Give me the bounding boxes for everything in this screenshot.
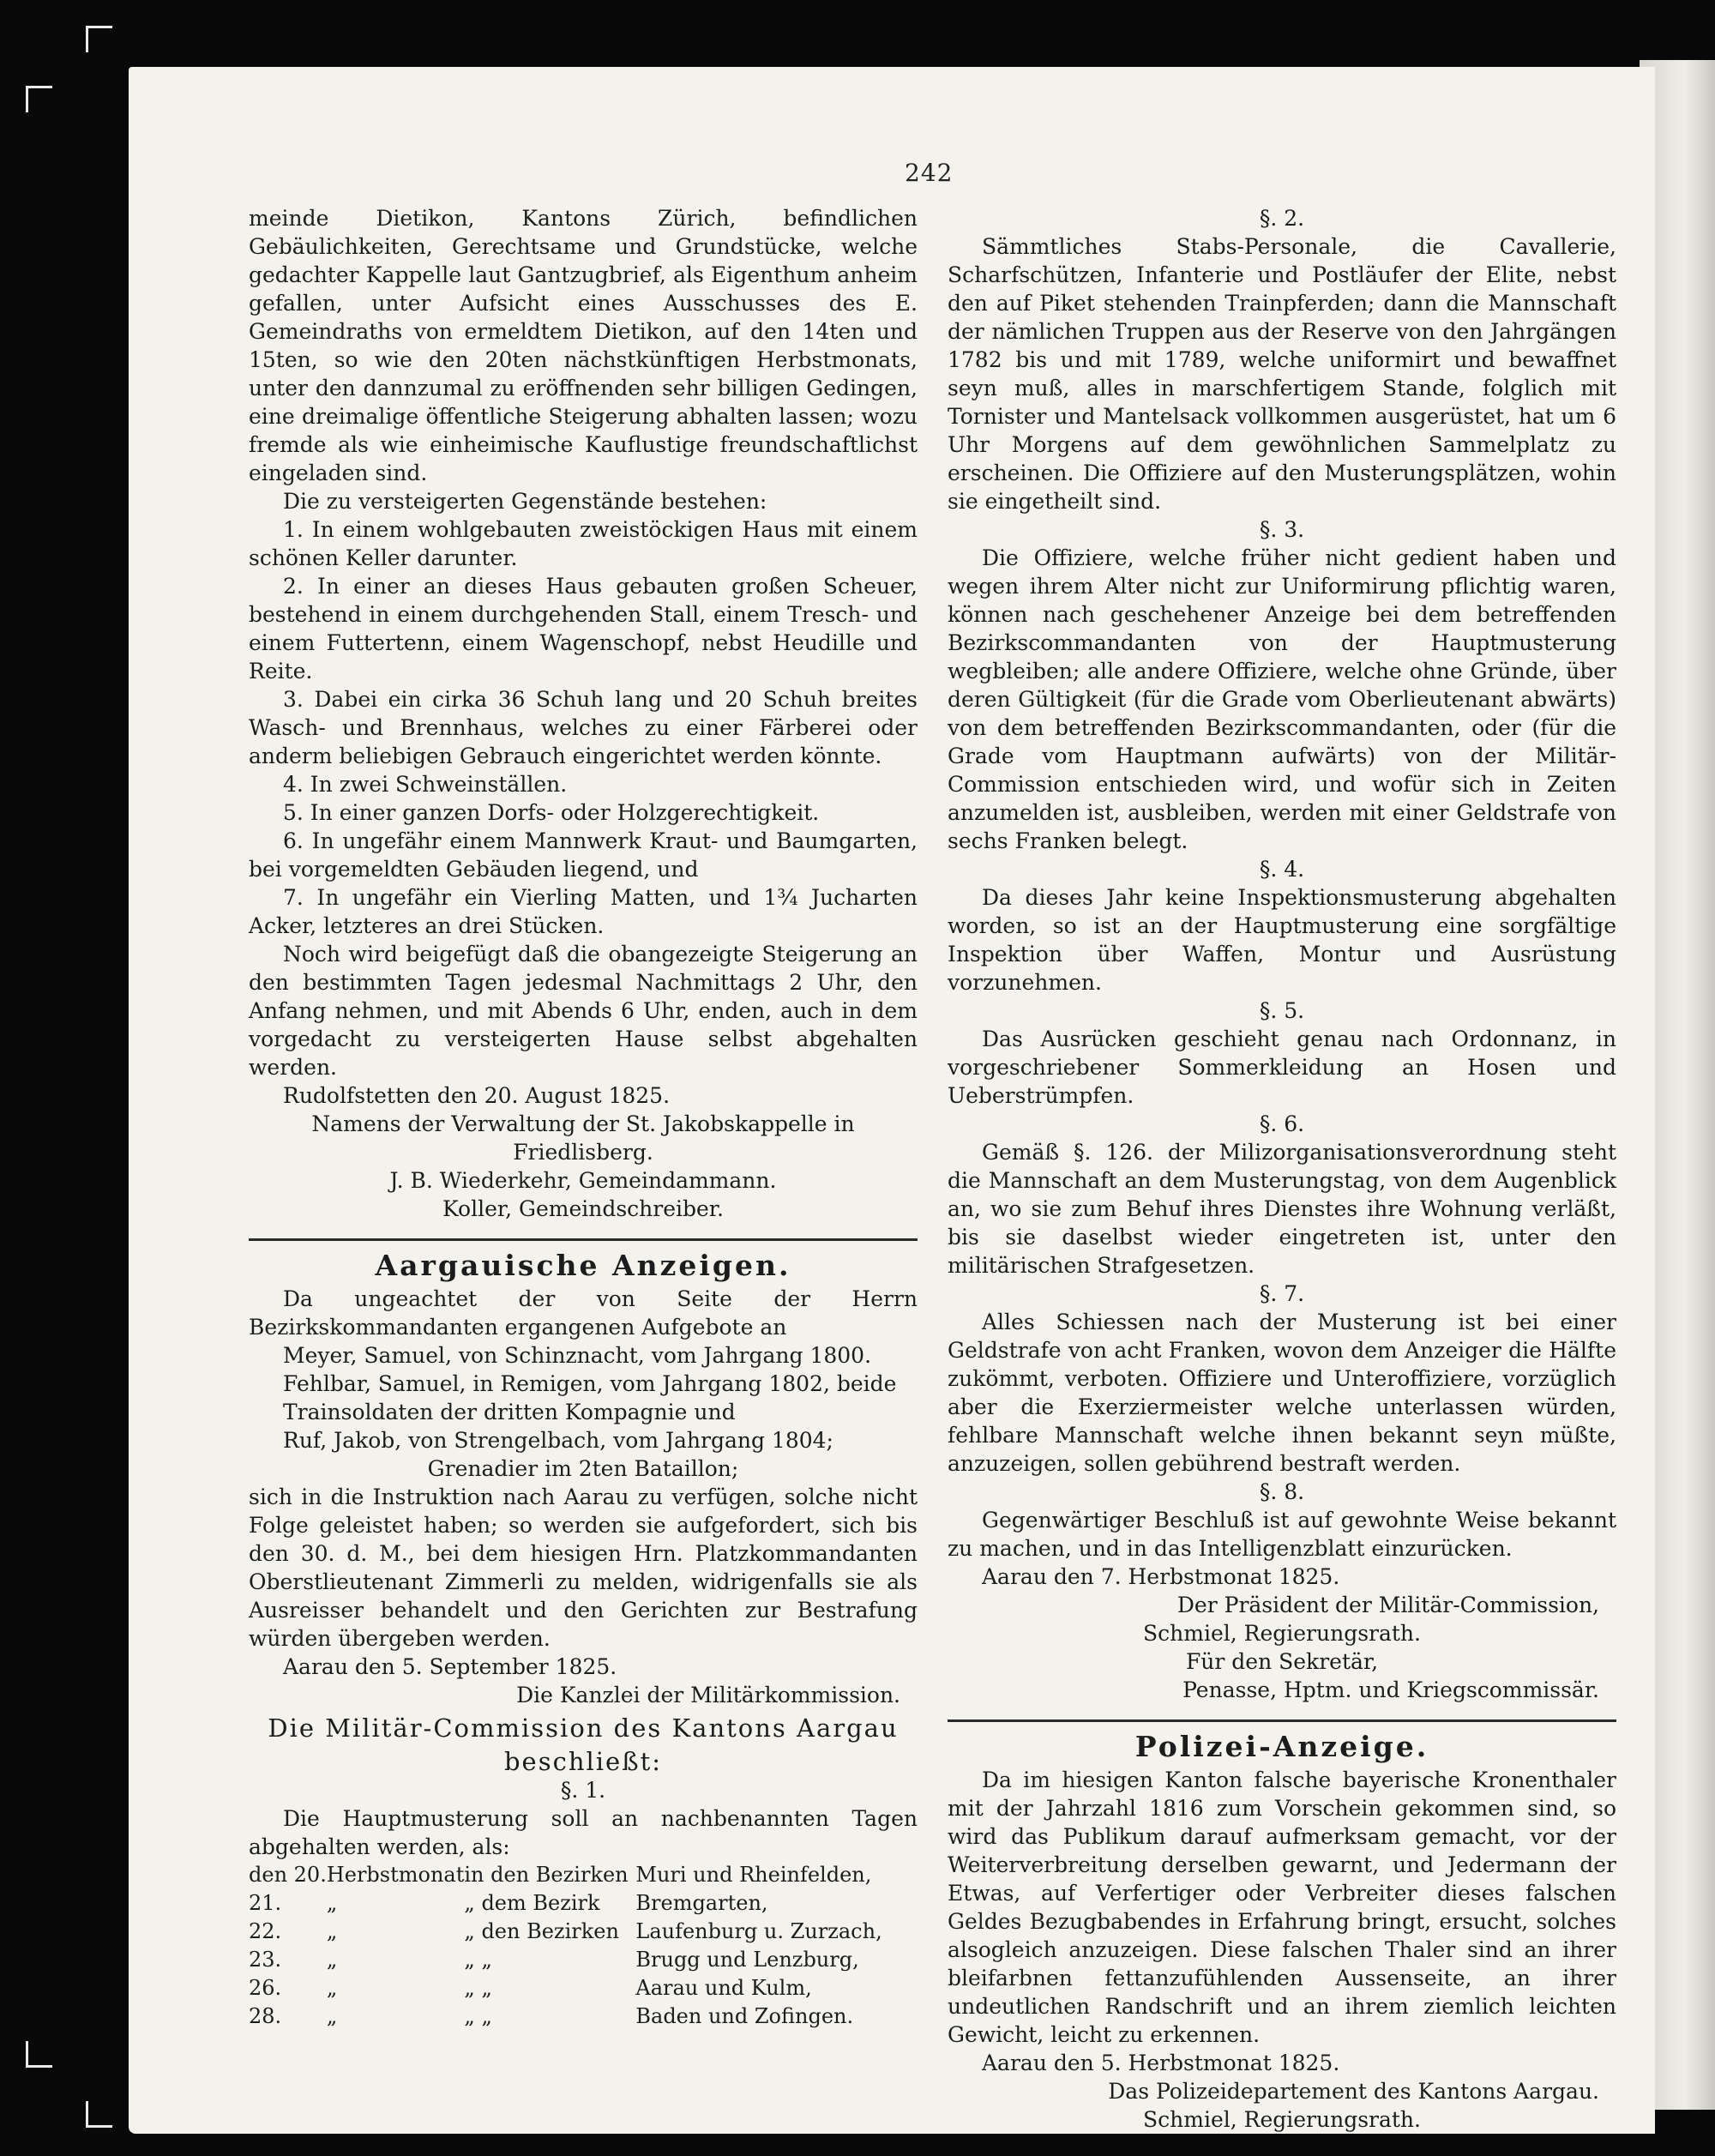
- schedule-month: „: [326, 2004, 338, 2028]
- schedule-place: Muri und Rheinfelden,: [635, 1863, 872, 1887]
- crop-mark: [86, 2101, 112, 2128]
- paragraph-number: §. 8.: [1259, 1479, 1305, 1504]
- military-signature: Für den Sekretär,: [1185, 1649, 1379, 1674]
- paragraph-number: §. 4.: [1259, 857, 1305, 882]
- crop-mark: [26, 86, 52, 112]
- aargau-name: Grenadier im 2ten Bataillon;: [427, 1456, 739, 1481]
- schedule-place: Brugg und Lenzburg,: [635, 1948, 859, 1972]
- auction-signature: Koller, Gemeindschreiber.: [442, 1196, 724, 1221]
- military-paragraph: Das Ausrücken geschieht genau nach Ordonnanz, in vorgeschriebener Sommerkleidung an Hosen und Ueberstrümpfen.: [948, 1027, 1616, 1108]
- schedule-district-label: „ den Bezirken: [464, 1919, 619, 1943]
- schedule-month: „: [326, 1891, 338, 1915]
- schedule-row: [249, 1889, 918, 1918]
- auction-signature: Namens der Verwaltung der St. Jakobskappelle in Friedlisberg.: [311, 1111, 855, 1165]
- section-divider: [249, 1238, 918, 1241]
- schedule-row: [249, 1918, 918, 1946]
- military-paragraph: Gemäß §. 126. der Milizorganisationsverordnung steht die Mannschaft an dem Musterungstag, von dem Augenblick an, wo sie zum Behuf ihres Dienstes ihre Wohnung verläßt, bis sie daselbst wieder eingetreten ist, unter den militärischen Strafgesetzen.: [948, 1140, 1616, 1278]
- aargau-name: Trainsoldaten der dritten Kompagnie und: [283, 1400, 736, 1424]
- crop-mark: [26, 2041, 52, 2068]
- aargau-name: Ruf, Jakob, von Strengelbach, vom Jahrgang 1804;: [283, 1428, 833, 1453]
- section-divider: [948, 1719, 1616, 1722]
- paragraph-number: §. 2.: [1259, 206, 1305, 231]
- aargau-name: Fehlbar, Samuel, in Remigen, vom Jahrgang 1802, beide: [283, 1371, 897, 1396]
- auction-note: Noch wird beigefügt daß die obangezeigte Steigerung an den bestimmten Tagen jedesmal Nachmittags 2 Uhr, den Anfang nehmen, und mit Abends 6 Uhr, enden, auch in dem vorgedacht zu versteigerten Hause selbst abgehalten werden.: [249, 942, 918, 1080]
- military-paragraph: Die Offiziere, welche früher nicht gedient haben und wegen ihrem Alter nicht zur Uniformirung pflichtig waren, können nach geschehener Anzeige bei dem betreffenden Bezirkscommandanten von der Hauptmusterung wegbleiben; alle andere Offiziere, welche ohne Gründe, über deren Gültigkeit (für die Grade vom Oberlieutenant abwärts) von dem betreffenden Bezirkscommandanten, oder (für die Grade vom Hauptmann aufwärts) von der Militär-Commission entschieden wird, und wofür sich in Zeiten anzumelden ist, ausbleiben, werden mit einer Geldstrafe von sechs Franken belegt.: [948, 545, 1616, 853]
- schedule-district-label: „ „: [464, 1948, 492, 1972]
- police-paragraph: Da im hiesigen Kanton falsche bayerische Kronenthaler mit der Jahrzahl 1816 zum Vorschein gekommen sind, so wird das Publikum darauf aufmerksam gemacht, vor der Weiterverbreitung derselben gewarnt, und Jedermann der Etwas, auf Verfertiger oder Verbreiter dieses falschen Geldes Bezugbabendes in Erfahrung bringt, ersucht, solches alsogleich anzuzeigen. Diese falschen Thaler sind an ihrer bleifarbnen fettanzufühlenden Aussenseite, an ihrer undeutlichen Randschrift und an ihrem ziemlich leichten Gewicht, leicht zu erkennen.: [948, 1768, 1616, 2047]
- schedule-row: [249, 1974, 918, 2002]
- object-item: 1. In einem wohlgebauten zweistöckigen Haus mit einem schönen Keller darunter.: [249, 517, 918, 570]
- schedule-district-label: „ dem Bezirk: [464, 1891, 600, 1915]
- aargau-paragraph: sich in die Instruktion nach Aarau zu verfügen, solche nicht Folge geleistet haben; so werden sie aufgefordert, sich bis den 30. d. M., bei dem hiesigen Hrn. Platzkommandanten Oberstlieutenant Zimmerli zu melden, widrigenfalls sie als Ausreisser behandelt und den Gerichten zur Bestrafung würden übergeben werden.: [249, 1485, 918, 1651]
- section-heading-police: Polizei-Anzeige.: [1134, 1730, 1429, 1763]
- schedule-day: 26.: [249, 1976, 282, 2000]
- auction-signature: J. B. Wiederkehr, Gemeindammann.: [389, 1168, 777, 1193]
- object-item: 6. In ungefähr einem Mannwerk Kraut- und Baumgarten, bei vorgemeldten Gebäuden liegend, und: [249, 828, 918, 882]
- aargau-date: Aarau den 5. September 1825.: [283, 1654, 617, 1679]
- military-heading: Die Militär-Commission des Kantons Aargau: [268, 1713, 899, 1743]
- military-paragraph: Sämmtliches Stabs-Personale, die Cavallerie, Scharfschützen, Infanterie und Postläufer der Elite, nebst den auf Piket stehenden Trainpferden; dann die Mannschaft der nämlichen Truppen aus der Reserve von den Jahrgängen 1782 bis und mit 1789, welche uniformirt und bewaffnet seyn muß, alles in marschfertigem Stande, folglich mit Tornister und Mantelsack vollkommen ausgerüstet, hat um 6 Uhr Morgens auf dem gewöhnlichen Sammelplatz zu erscheinen. Die Offiziere auf den Musterungsplätzen, wohin sie eingetheilt sind.: [948, 234, 1616, 514]
- schedule-day: 22.: [249, 1919, 282, 1943]
- aargau-paragraph: Da ungeachtet der von Seite der Herrn Bezirkskommandanten ergangenen Aufgebote an: [249, 1286, 918, 1340]
- section-heading-aargau: Aargauische Anzeigen.: [375, 1249, 791, 1282]
- schedule-day: 23.: [249, 1948, 282, 1972]
- schedule-place: Aarau und Kulm,: [635, 1976, 812, 2000]
- military-date: Aarau den 7. Herbstmonat 1825.: [982, 1564, 1340, 1589]
- object-item: 3. Dabei ein cirka 36 Schuh lang und 20 Schuh breites Wasch- und Brennhaus, welches zu einer Färberei oder anderm beliebigen Gebrauch eingerichtet werden könnte.: [249, 687, 918, 768]
- crop-mark: [86, 26, 112, 52]
- right-column: [948, 204, 1616, 2134]
- schedule-day: den 20.: [249, 1863, 327, 1887]
- schedule-month: „: [326, 1948, 338, 1972]
- military-signature: Schmiel, Regierungsrath.: [1143, 1621, 1421, 1646]
- left-column: [249, 204, 918, 2031]
- police-signature: Das Polizeidepartement des Kantons Aargau.: [1108, 2079, 1599, 2104]
- auction-intro: meinde Dietikon, Kantons Zürich, befindlichen Gebäulichkeiten, Gerechtsame und Grundstücke, welche gedachter Kappelle laut Gantzugbrief, als Eigenthum anheim gefallen, unter Aufsicht eines Ausschusses des E. Gemeindraths von ermeldtem Dietikon, auf den 14ten und 15ten, so wie den 20ten nächstkünftigen Herbstmonats, unter den dannzumal zu eröffnenden sehr billigen Gedingen, eine dreimalige öffentliche Steigerung abhalten lassen; wozu fremde als wie einheimische Kauflustige freundschaftlichst eingeladen sind.: [249, 206, 918, 485]
- military-paragraph: Die Hauptmusterung soll an nachbenannten Tagen abgehalten werden, als:: [249, 1806, 918, 1859]
- military-paragraph: Da dieses Jahr keine Inspektionsmusterung abgehalten worden, so ist an der Hauptmusterung eine sorgfältige Inspektion über Waffen, Montur und Ausrüstung vorzunehmen.: [948, 885, 1616, 995]
- page-number: 242: [905, 159, 954, 187]
- military-paragraph: Alles Schiessen nach der Musterung ist bei einer Geldstrafe von acht Franken, wovon dem Anzeiger die Hälfte zukömmt, verboten. Offiziere und Unteroffiziere, vorzüglich aber die Exerziermeister welche unterlassen würden, fehlbare Mannschaft welche ihnen bekannt seyn müßte, anzuzeigen, sollen gebührend bestraft werden.: [948, 1310, 1616, 1476]
- schedule-place: Bremgarten,: [635, 1891, 768, 1915]
- paragraph-number: §. 5.: [1259, 998, 1305, 1023]
- schedule-month: Herbstmonat: [326, 1863, 465, 1887]
- paragraph-number: §. 3.: [1259, 517, 1305, 542]
- schedule-district-label: „ „: [464, 2004, 492, 2028]
- schedule-table: [249, 1861, 918, 2031]
- paragraph-number: §. 7.: [1259, 1281, 1305, 1306]
- schedule-place: Baden und Zofingen.: [635, 2004, 854, 2028]
- paragraph-number: §. 1.: [560, 1778, 606, 1803]
- police-signature: Schmiel, Regierungsrath.: [1143, 2107, 1421, 2132]
- military-signature: Penasse, Hptm. und Kriegscommissär.: [1182, 1677, 1599, 1702]
- schedule-day: 21.: [249, 1891, 282, 1915]
- schedule-month: „: [326, 1976, 338, 2000]
- auction-date: Rudolfstetten den 20. August 1825.: [283, 1083, 671, 1108]
- object-item: 4. In zwei Schweinställen.: [283, 772, 568, 797]
- schedule-day: 28.: [249, 2004, 282, 2028]
- object-item: 2. In einer an dieses Haus gebauten großen Scheuer, bestehend in einem durchgehenden Stall, einem Tresch- und einem Futtertenn, einem Wagenschopf, nebst Heudille und Reite.: [249, 574, 918, 684]
- schedule-district-label: in den Bezirken: [464, 1863, 629, 1887]
- aargau-name: Meyer, Samuel, von Schinznacht, vom Jahrgang 1800.: [283, 1343, 872, 1368]
- police-date: Aarau den 5. Herbstmonat 1825.: [982, 2051, 1340, 2075]
- schedule-row: [249, 1861, 918, 1889]
- schedule-place: Laufenburg u. Zurzach,: [635, 1919, 882, 1943]
- schedule-month: „: [326, 1919, 338, 1943]
- object-item: 5. In einer ganzen Dorfs- oder Holzgerechtigkeit.: [283, 800, 820, 825]
- paragraph-number: §. 6.: [1259, 1111, 1305, 1136]
- military-paragraph: Gegenwärtiger Beschluß ist auf gewohnte Weise bekannt zu machen, und in das Intelligenzblatt einzurücken.: [948, 1508, 1616, 1561]
- schedule-row: [249, 2002, 918, 2031]
- military-subheading: beschließt:: [503, 1747, 663, 1776]
- aargau-signature: Die Kanzlei der Militärkommission.: [516, 1683, 900, 1707]
- schedule-row: [249, 1946, 918, 1974]
- object-item: 7. In ungefähr ein Vierling Matten, und 1¾ Jucharten Acker, letzteres an drei Stücken.: [249, 885, 918, 938]
- schedule-district-label: „ „: [464, 1976, 492, 2000]
- objects-intro: Die zu versteigerten Gegenstände bestehen:: [283, 489, 767, 514]
- military-signature: Der Präsident der Militär-Commission,: [1176, 1593, 1599, 1617]
